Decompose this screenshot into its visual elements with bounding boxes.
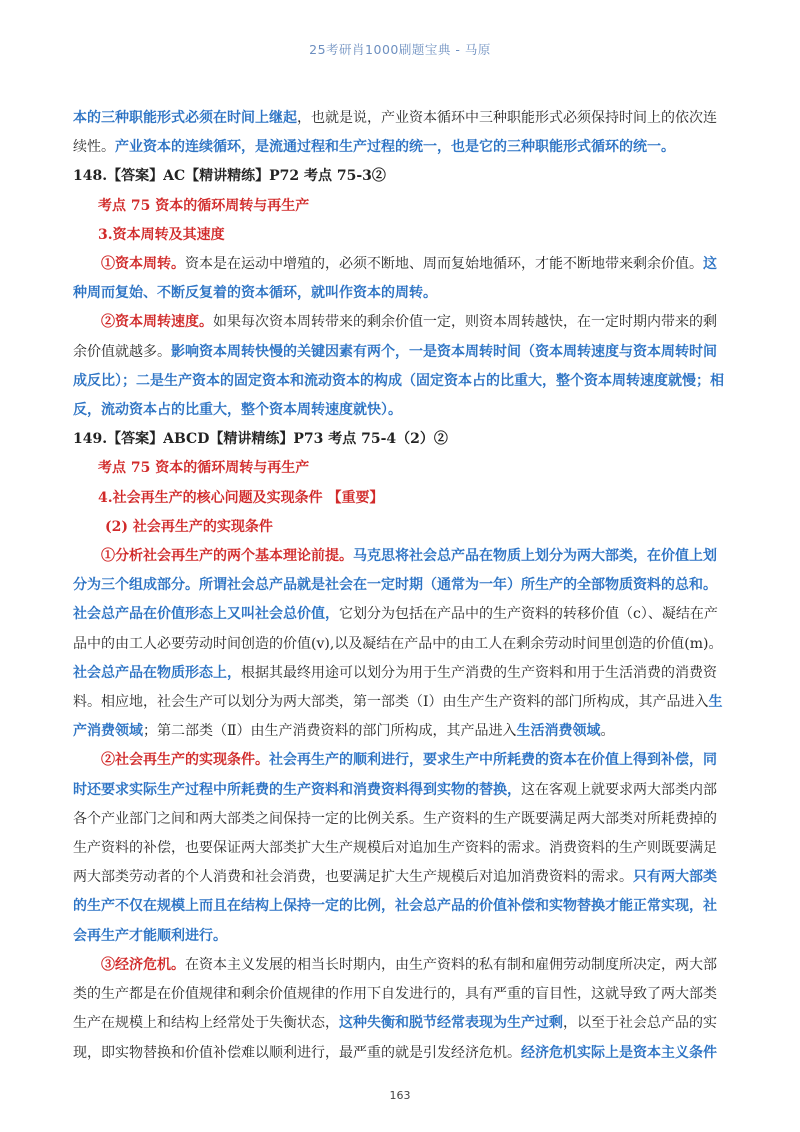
red-heading: ①资本周转。	[101, 256, 185, 273]
blue-emphasis: 产业资本的连续循环，是流通过程和生产过程的统一，也是它的三种职能形式循环的统一。	[115, 139, 675, 156]
body-text: ，也就是说，产业资本循环中三种职能形式必须保持时间上的依次连续性。	[73, 110, 717, 156]
body-text: 根据其最终用途可以划分为用于生产消费的生产资料和用于生活消费的消费资料。相应地，社会生产可以划分为两大部类，第一部类（I）由生产生产资料的部门所构成，其产品进入	[73, 664, 717, 711]
red-heading: ②资本周转速度。	[101, 314, 213, 331]
red-heading: ③经济危机。	[101, 956, 185, 973]
body-text: ；第二部类（Ⅱ）由生产消费资料的部门所构成，其产品进入	[143, 723, 517, 740]
body-text: ，以至于社会总产品的实现，即实物替换和价值补偿难以顺利进行，最严重的就是引发经济危机。	[73, 1015, 717, 1061]
section-148: 3.资本周转及其速度	[98, 226, 225, 243]
subsection-149: (2) 社会再生产的实现条件	[105, 518, 273, 535]
blue-emphasis: 马克思将社会总产品在物质上划分为两大部类，在价值上划分为三个组成部分。所谓社会总产品就是社会在一定时期（通常为一年）所生产的全部物质资料的总和。社会总产品在价值形态上又叫社会总价值，	[73, 548, 717, 623]
blue-emphasis: 生活消费领域	[516, 723, 601, 740]
document-body	[73, 104, 729, 1068]
blue-emphasis: 本的三种职能形式必须在时间上继起	[73, 110, 297, 126]
blue-emphasis: 生产消费领域	[73, 694, 723, 740]
paragraph-turnover	[73, 250, 729, 308]
blue-emphasis: 这种周而复始、不断反复着的资本循环，就叫作资本的周转。	[73, 256, 717, 302]
blue-emphasis: 影响资本周转快慢的关键因素有两个，一是资本周转时间（资本周转速度与资本周转时间成反比）；二是生产资本的固定资本和流动资本的构成（固定资本占的比重大，整个资本周转速度就慢；相反，流动资本占的比重大，整个资本周转速度就快）。	[73, 343, 724, 419]
blue-emphasis: 社会再生产的顺利进行，要求生产中所耗费的资本在价值上得到补偿，同时还要求实际生产过程中所耗费的生产资料和消费资料得到实物的替换，	[73, 752, 717, 798]
paragraph-conditions	[73, 746, 729, 950]
body-text: 资本是在运动中增殖的，必须不断地、周而复始地循环，才能不断地带来剩余价值。	[185, 256, 703, 273]
red-heading: ①分析社会再生产的两个基本理论前提。	[101, 548, 353, 565]
body-text: 它划分为包括在产品中的生产资料的转移价值（c）、凝结在产品中的由工人必要劳动时间创造的价值(v),以及凝结在产品中的由工人在剩余劳动时间里创造的价值(m)。	[73, 606, 723, 652]
kaodian-148: 考点 75 资本的循环周转与再生产	[98, 197, 310, 214]
blue-emphasis: 只有两大部类的生产不仅在规模上而且在结构上保持一定的比例，社会总产品的价值补偿和实物替换才能正常实现，社会再生产才能顺利进行。	[73, 869, 717, 944]
blue-emphasis: 经济危机实际上是资本主义条件	[521, 1044, 717, 1061]
paragraph-premises	[73, 542, 729, 746]
section-149: 4.社会再生产的核心问题及实现条件 【重要】	[98, 489, 384, 506]
blue-emphasis: 社会总产品在物质形态上，	[73, 664, 241, 681]
page-number: 163	[389, 1089, 411, 1102]
body-text: 如果每次资本周转带来的剩余价值一定，则资本周转越快，在一定时期内带来的剩余价值就越多。	[73, 314, 717, 360]
answer-149: 149.【答案】ABCD【精讲精练】P73 考点 75-4（2）②	[73, 431, 448, 448]
body-text: 在资本主义发展的相当长时期内，由生产资料的私有制和雇佣劳动制度所决定，两大部类的生产都是在价值规律和剩余价值规律的作用下自发进行的，具有严重的盲目性，这就导致了两大部类生产在规模上和结构上经常处于失衡状态，	[73, 956, 717, 1032]
answer-148: 148.【答案】AC【精讲精练】P72 考点 75-3②	[73, 168, 386, 185]
paragraph-crisis	[73, 951, 729, 1068]
page-header: 25考研肖1000刷题宝典 - 马原	[309, 42, 491, 57]
kaodian-149: 考点 75 资本的循环周转与再生产	[98, 460, 310, 477]
body-text: 。	[600, 723, 615, 740]
red-heading: ②社会再生产的实现条件。	[101, 752, 269, 769]
body-text: 这在客观上就要求两大部类内部各个产业部门之间和两大部类之间保持一定的比例关系。生产资料的生产既要满足两大部类对所耗费掉的生产资料的补偿，也要保证两大部类扩大生产规模后对追加生产资料的需求。消费资料的生产则既要满足两大部类劳动者的个人消费和社会消费，也要满足扩大生产规模后对追加消费资料的需求。	[73, 781, 717, 886]
blue-emphasis: 这种失衡和脱节经常表现为生产过剩	[339, 1015, 563, 1032]
paragraph-continuation	[73, 104, 729, 162]
paragraph-turnover-speed	[73, 308, 729, 425]
